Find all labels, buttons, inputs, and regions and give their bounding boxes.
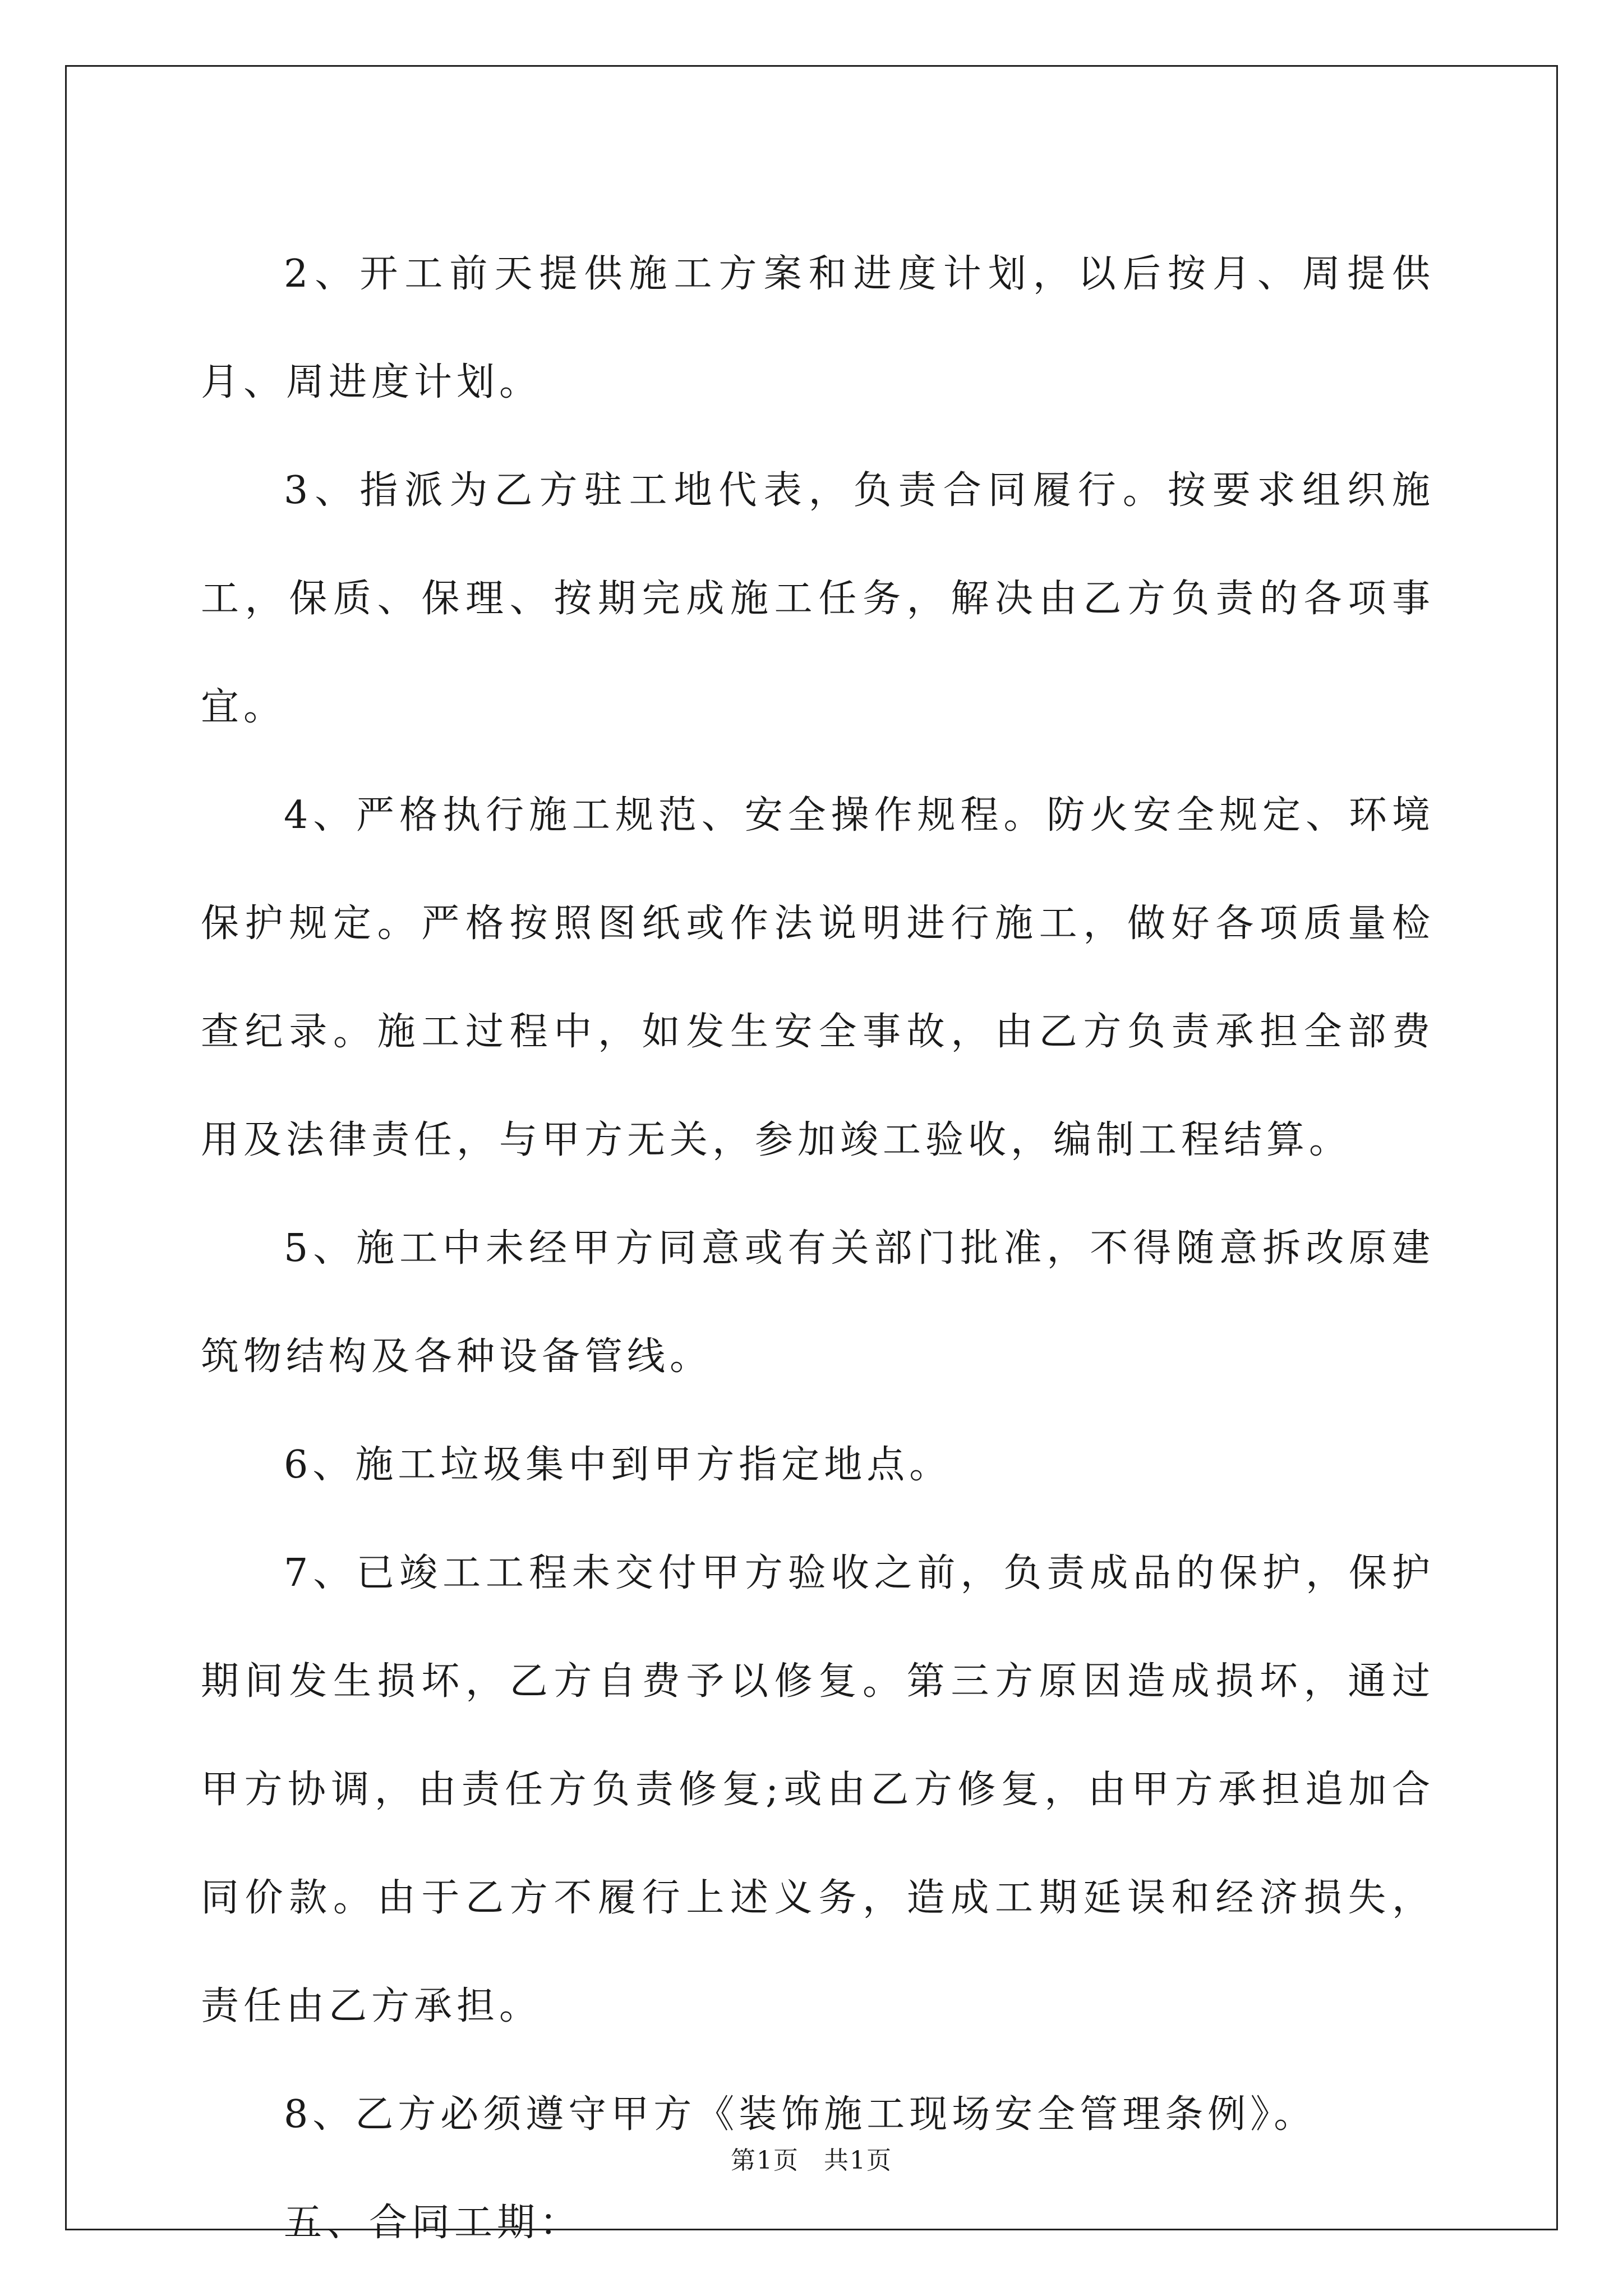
paragraph-item-2: 2、开工前天提供施工方案和进度计划，以后按月、周提供月、周进度计划。: [201, 252, 1435, 404]
paragraph-item-6: 6、施工垃圾集中到甲方指定地点。: [284, 1443, 952, 1487]
paragraph-item-7: 7、已竣工工程未交付甲方验收之前，负责成品的保护，保护期间发生损坏，乙方自费予以修复。第三方原因造成损坏，通过甲方协调，由责任方负责修复;或由乙方修复，由甲方承担追加合同价款。由于乙方不履行上述义务，造成工期延误和经济损失，责任由乙方承担。: [201, 1551, 1435, 2028]
section-heading-contract-period: 五、合同工期：: [284, 2201, 583, 2245]
paragraph-item-3: 3、指派为乙方驻工地代表，负责合同履行。按要求组织施工，保质、保理、按期完成施工任务，解决由乙方负责的各项事宜。: [201, 468, 1435, 729]
paragraph-item-4: 4、严格执行施工规范、安全操作规程。防火安全规定、环境保护规定。严格按照图纸或作法说明进行施工，做好各项质量检查纪录。施工过程中，如发生安全事故，由乙方负责承担全部费用及法律责任，与甲方无关，参加竣工验收，编制工程结算。: [201, 793, 1435, 1162]
document-body: [201, 220, 1435, 2277]
paragraph-item-8: 8、乙方必须遵守甲方《装饰施工现场安全管理条例》。: [284, 2092, 1317, 2137]
page-footer: [0, 2145, 1623, 2177]
page-number: 第1页: [731, 2146, 799, 2175]
page-total: 共1页: [824, 2146, 892, 2175]
paragraph-item-5: 5、施工中未经甲方同意或有关部门批准，不得随意拆改原建筑物结构及各种设备管线。: [201, 1226, 1435, 1379]
